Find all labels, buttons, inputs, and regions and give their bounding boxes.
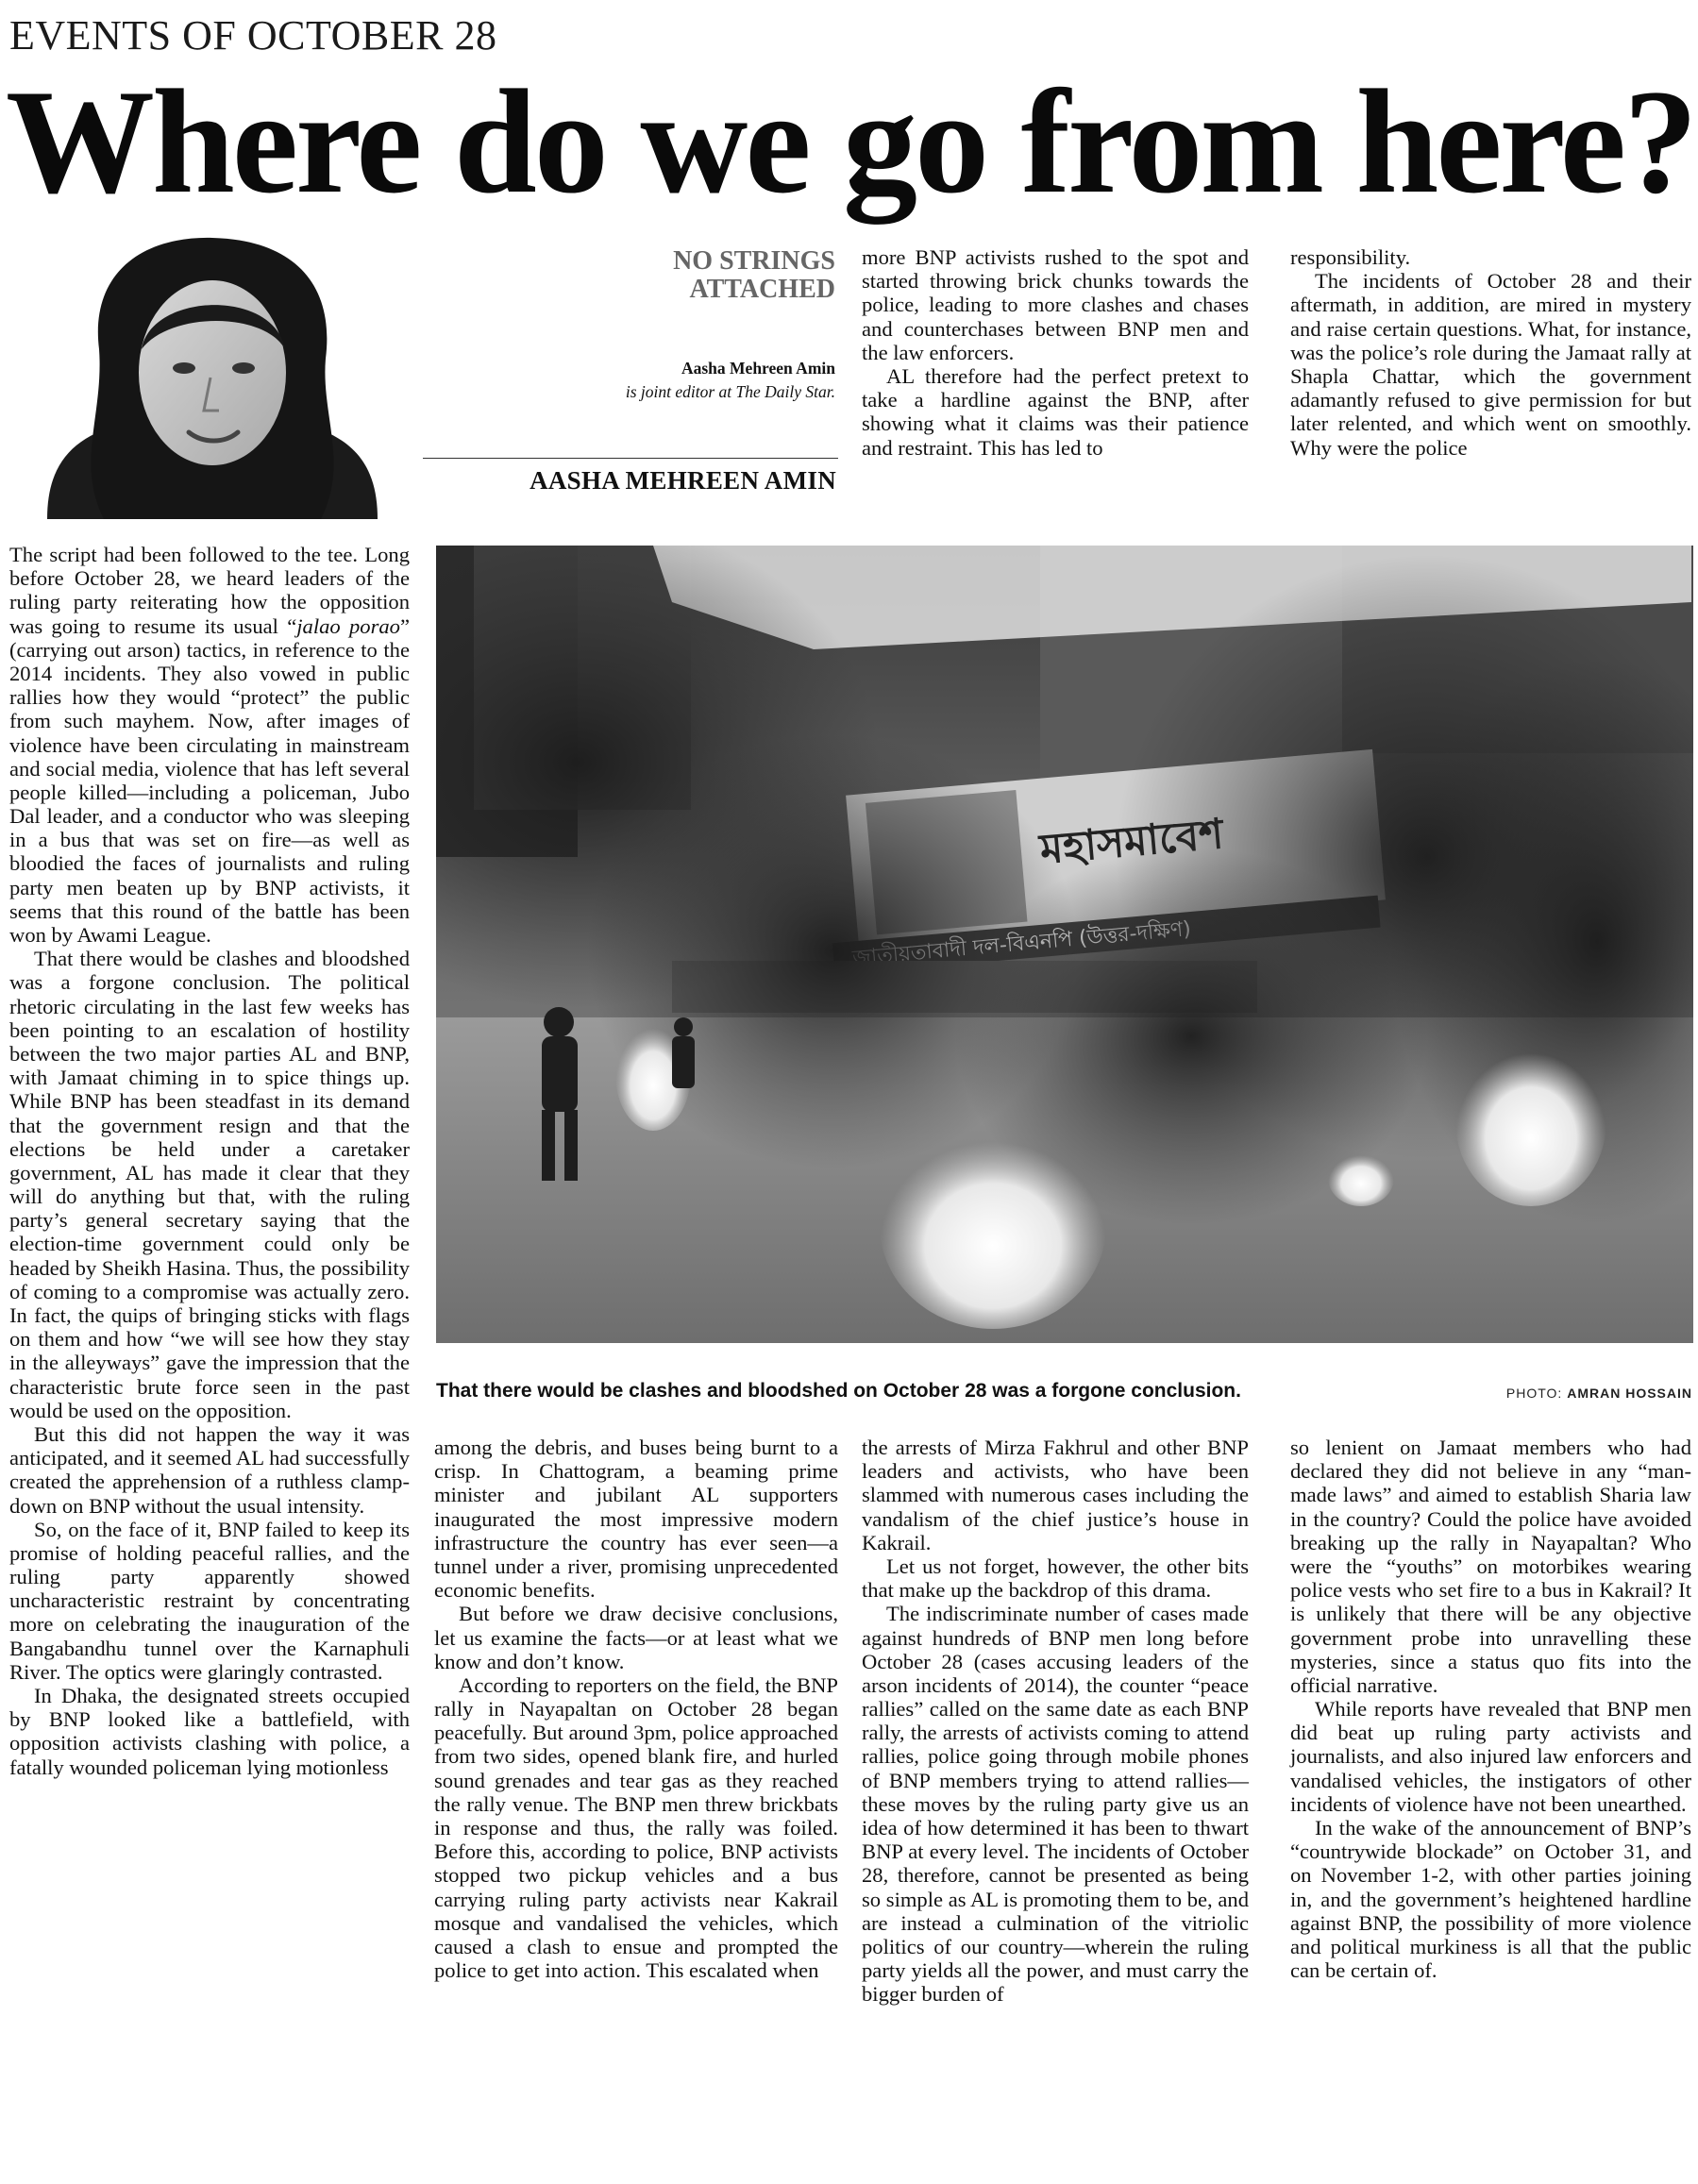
section-kicker: EVENTS OF OCTOBER 28 (9, 12, 497, 59)
paragraph: In the wake of the announcement of BNP’s “countrywide blockade” on October 31, and on November 1-2, with other parties joining in, and the government’s heightened hardline against BNP, the possibility of more violence and political murkiness is all that the public can be certain of. (1290, 1816, 1691, 1983)
article-column-2 (434, 1436, 838, 1982)
credit-name: AMRAN HOSSAIN (1567, 1386, 1692, 1401)
paragraph: responsibility. (1290, 245, 1411, 269)
headline: Where do we go from here? (6, 59, 1695, 225)
byline: AASHA MEHREEN AMIN (530, 466, 836, 495)
photo-caption: That there would be clashes and bloodshed on October 28 was a forgone conclusion. (436, 1380, 1241, 1402)
article-column-3 (862, 1436, 1249, 2007)
article-column-4 (1290, 1436, 1691, 1982)
paragraph: But before we draw decisive conclusions, let us examine the facts—or at least what we know and don’t know. (434, 1602, 838, 1673)
news-photo (436, 546, 1693, 1343)
credit-label: PHOTO: (1505, 1386, 1563, 1401)
paragraph: among the debris, and buses being burnt to a crisp. In Chattogram, a beaming prime minister and jubilant AL supporters inaugurated the most impressive modern infrastructure the country has ever seen—a tunnel under a river, promising unprecedented economic benefits. (434, 1436, 838, 1603)
column-title-line1: NO STRINGS (673, 246, 835, 276)
italic-term: jalao porao (296, 613, 400, 638)
paragraph: the arrests of Mirza Fakhrul and other BNP leaders and activists, who have been slammed with numerous cases including the vandalism of the chief justice’s house in Kakrail. (862, 1436, 1249, 1554)
paragraph: so lenient on Jamaat members who had declared they did not believe in any “man-made laws” and aimed to establish Sharia law in the country? Could the police have avoided breaking up the rally in Nayapaltan? Who were the “youths” on motorbikes wearing police vests who set fire to a bus in Kakrail? It is unlikely that there will be any objective government probe into unravelling these mysteries, since a status quo fits into the official narrative. (1290, 1436, 1691, 1697)
paragraph: While reports have revealed that BNP men did beat up ruling party activists and journalists, and also injured law enforcers and vandalised vehicles, the instigators of other incidents of violence have not been unearthed. (1290, 1697, 1691, 1816)
columnist-portrait (9, 236, 415, 519)
paragraph: The indiscriminate number of cases made against hundreds of BNP men long before October 28 (cases accusing leaders of the arson incidents of 2014), the counter “peace rallies” called on the same date as each BNP rally, the arrests of activists coming to attend rallies, police going through mobile phones of BNP members trying to attend rallies—these moves by the ruling party give us an idea of how determined it has been to thwart BNP at every level. The incidents of October 28, therefore, cannot be presented as being so simple as AL is promoting them to be, and are instead a culmination of the vitriolic politics of our country—wherein the ruling party yields all the power, and must carry the bigger burden of (862, 1602, 1249, 2007)
paragraph: That there would be clashes and bloodshed was a forgone conclusion. The political rhetoric circulating in the last few weeks has been pointing to an escalation of hostility between the two major parties AL and BNP, with Jamaat chiming in to spice things up. While BNP has been steadfast in its demand that the government resign and that the elections be held under a caretaker government, AL has made it clear that they will do anything but that, with the ruling party’s general secretary saying that the election-time government could only be headed by Sheikh Hasina. Thus, the possibility of coming to a compromise was actually zero. In fact, the quips of bringing sticks with flags on them and how “we will see how they stay in the alleyways” gave the impression that the characteristic brute force seen in the past would be used on the opposition. (9, 947, 410, 1422)
paragraph: AL therefore had the perfect pretext to take a hardline against the BNP, after showing what it claims was their patience and restraint. This has led to (862, 363, 1249, 460)
column-title-line2: ATTACHED (689, 275, 835, 305)
text-run: ” (carrying out arson) tactics, in reference to the 2014 incidents. They also vowed in public rallies how they would “protect” the public from such mayhem. Now, after images of violence have been circulating in mainstream and social media, violence that has left several people killed—including a policeman, Jubo Dal leader, and a conductor who was sleeping in a bus that was set on fire—as well as bloodied the faces of journalists and ruling party men beaten up by BNP activists, it seems that this round of the battle has been won by Awami League. (9, 613, 410, 947)
paragraph (9, 543, 410, 947)
top-column-3 (862, 245, 1249, 460)
paragraph: So, on the face of it, BNP failed to keep its promise of holding peaceful rallies, and the ruling party apparently showed uncharacteristic restraint by concentrating more on celebrating the inauguration of the Bangabandhu tunnel over the Karnaphuli River. The optics were glaringly contrasted. (9, 1517, 410, 1684)
top-column-4 (1290, 245, 1691, 460)
photo-credit (1416, 1386, 1692, 1401)
paragraph: In Dhaka, the designated streets occupied by BNP looked like a battlefield, with opposition activists clashing with police, a fatally wounded policeman lying motionless (9, 1684, 410, 1779)
author-bio (510, 357, 835, 403)
paragraph: more BNP activists rushed to the spot and started throwing brick chunks towards the police, leading to more clashes and chases and counterchases between BNP men and the law enforcers. (862, 245, 1249, 364)
author-name: Aasha Mehreen Amin (681, 359, 835, 378)
article-column-1 (9, 543, 410, 1779)
paragraph: Let us not forget, however, the other bits that make up the backdrop of this drama. (862, 1554, 1249, 1603)
author-role: is joint editor at The Daily Star. (625, 381, 835, 401)
byline-rule (423, 458, 838, 459)
paragraph: The incidents of October 28 and their aftermath, in addition, are mired in mystery and raise certain questions. What, for instance, was the police’s role during the Jamaat rally at Shapla Chattar, which the government adamantly refused to give permission for but later relented, and which went on smoothly. Why were the police (1290, 269, 1691, 460)
paragraph: According to reporters on the field, the BNP rally in Nayapaltan on October 28 began peacefully. But around 3pm, police approached from two sides, opened blank fire, and hurled sound grenades and tear gas as they reached the rally venue. The BNP men threw brickbats in response and thus, the rally was foiled. Before this, according to police, BNP activists stopped two pickup vehicles and a bus carrying ruling party activists near Kakrail mosque and vandalised the vehicles, which caused a clash to ensue and prompted the police to get into action. This escalated when (434, 1672, 838, 1983)
text-run: The script had been followed to the tee. Long before October 28, we heard leaders of the ruling party reiterating how the opposition was going to resume its usual “ (9, 543, 410, 638)
paragraph: But this did not happen the way it was anticipated, and it seemed AL had successfully created the apprehension of a ruthless clamp-down on BNP without the usual intensity. (9, 1421, 410, 1518)
column-title (547, 247, 835, 304)
